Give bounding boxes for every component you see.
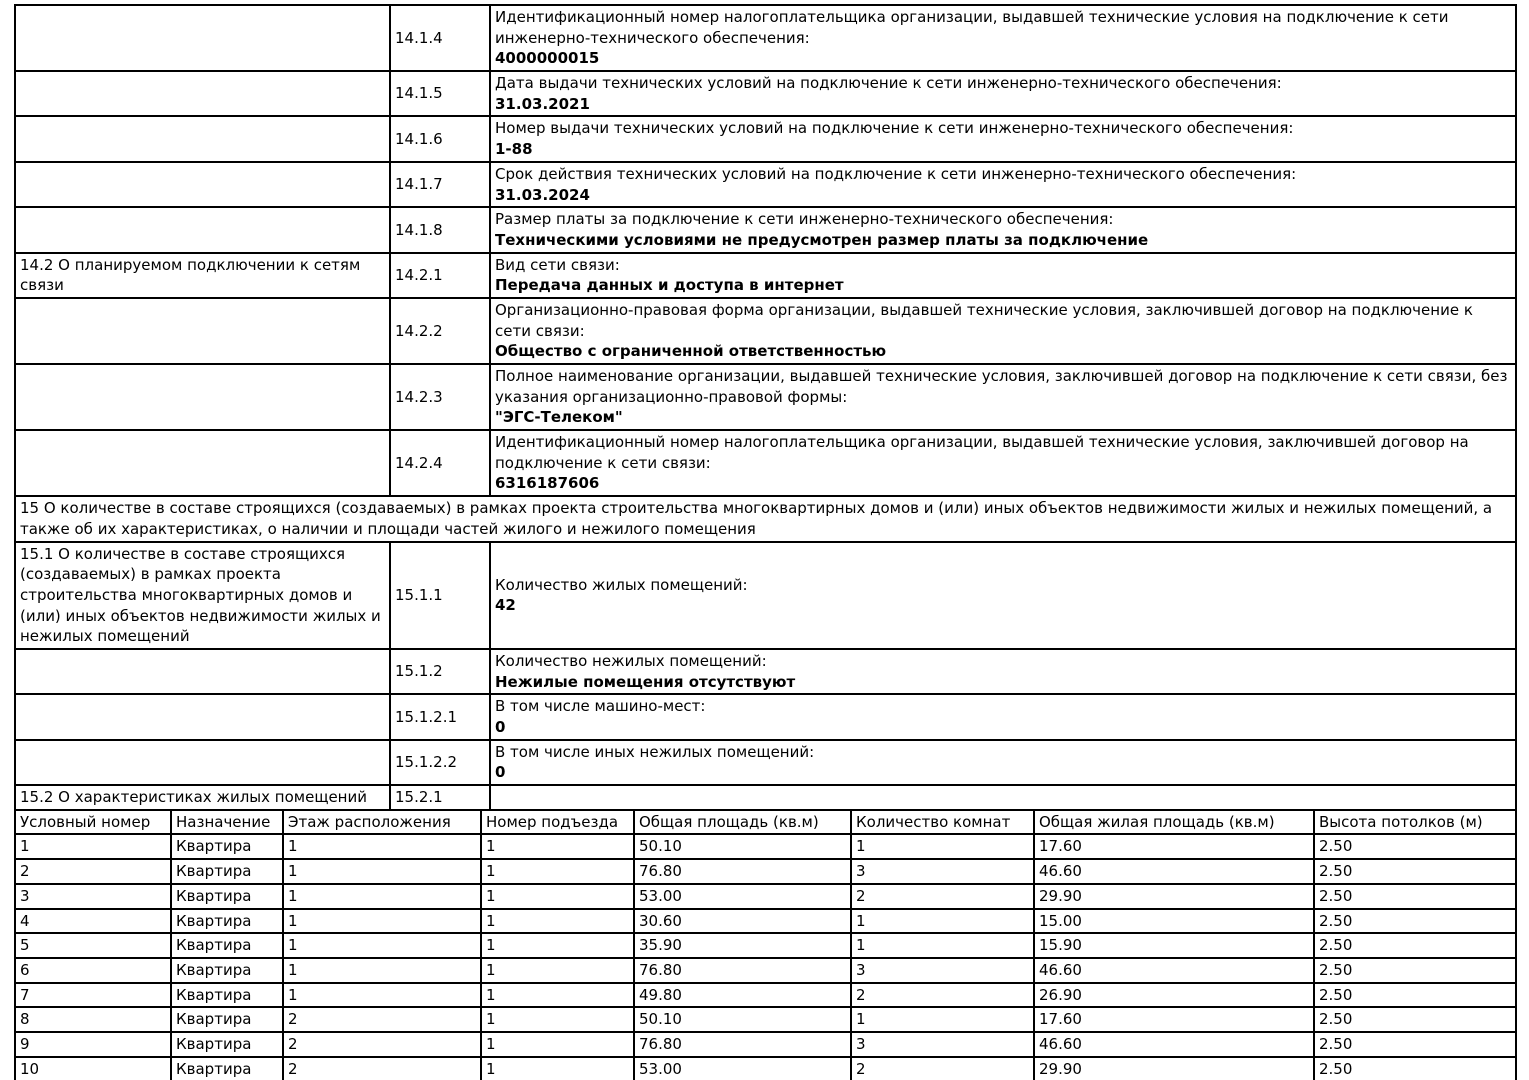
row-desc-cell — [490, 298, 1516, 364]
apartment-cell: 2.50 — [1314, 884, 1516, 909]
field-value: 0 — [495, 718, 506, 736]
field-label: Идентификационный номер налогоплательщика организации, выдавшей технические условия на подключение к сети инженерно-технического обеспечения: — [495, 8, 1449, 47]
apartment-cell: 3 — [851, 958, 1034, 983]
apartment-cell: Квартира — [171, 859, 283, 884]
row-desc-cell — [490, 116, 1516, 161]
column-header: Общая площадь (кв.м) — [634, 810, 851, 835]
field-label: Полное наименование организации, выдавшей технические условия, заключившей договор на подключение к сети связи, без указания организационно-правовой формы: — [495, 367, 1508, 406]
row-desc-cell — [490, 542, 1516, 649]
row-topic-cell — [15, 71, 390, 116]
field-value: 42 — [495, 596, 516, 615]
info-row — [15, 298, 1516, 364]
apartment-cell: 2.50 — [1314, 909, 1516, 934]
row-desc-cell — [490, 364, 1516, 430]
apartment-cell: 1 — [481, 834, 634, 859]
row-desc-cell — [490, 649, 1516, 694]
apartment-cell: 46.60 — [1034, 1032, 1314, 1057]
apartment-cell: 1 — [283, 958, 481, 983]
row-topic-cell — [15, 207, 390, 252]
row-desc-cell — [490, 162, 1516, 207]
apartment-row — [15, 1057, 1516, 1080]
apartment-cell: 2.50 — [1314, 983, 1516, 1008]
column-header: Количество комнат — [851, 810, 1034, 835]
apartment-cell: 1 — [283, 983, 481, 1008]
apartment-cell: 1 — [15, 834, 171, 859]
apartment-cell: 1 — [481, 909, 634, 934]
row-code-cell: 14.2.1 — [390, 253, 490, 298]
apartment-cell: Квартира — [171, 884, 283, 909]
apartments-header-row — [15, 810, 1516, 835]
field-label: Количество нежилых помещений: — [495, 651, 767, 670]
apartment-row — [15, 1032, 1516, 1057]
field-value: 31.03.2024 — [495, 185, 590, 204]
row-desc-cell — [490, 740, 1516, 785]
row-topic-cell — [15, 298, 390, 364]
info-row — [15, 5, 1516, 71]
apartment-cell: 26.90 — [1034, 983, 1314, 1008]
info-row — [15, 740, 1516, 785]
apartment-cell: 15.90 — [1034, 933, 1314, 958]
apartment-cell: 46.60 — [1034, 859, 1314, 884]
apartment-cell: 6 — [15, 958, 171, 983]
apartment-cell: 50.10 — [634, 834, 851, 859]
apartment-row — [15, 884, 1516, 909]
info-row — [15, 207, 1516, 252]
apartment-cell: 3 — [15, 884, 171, 909]
apartment-cell: Квартира — [171, 983, 283, 1008]
row-desc-cell — [490, 207, 1516, 252]
row-topic-cell — [15, 162, 390, 207]
apartment-row — [15, 958, 1516, 983]
row-topic-cell — [15, 740, 390, 785]
row-desc-cell — [490, 694, 1516, 739]
field-value: Техническими условиями не предусмотрен размер платы за подключение — [495, 230, 1149, 249]
apartment-cell: 2 — [851, 1057, 1034, 1080]
apartment-cell: 5 — [15, 933, 171, 958]
field-value: Передача данных и доступа в интернет — [495, 276, 844, 295]
apartment-cell: 1 — [481, 933, 634, 958]
info-row — [15, 162, 1516, 207]
apartment-cell: 2.50 — [1314, 958, 1516, 983]
row-code-cell: 15.2.1 — [390, 785, 490, 810]
apartment-cell: 1 — [851, 834, 1034, 859]
apartment-cell: 8 — [15, 1007, 171, 1032]
row-code-cell: 14.1.4 — [390, 5, 490, 71]
apartment-cell: Квартира — [171, 933, 283, 958]
row-desc-cell — [490, 71, 1516, 116]
apartment-cell: 1 — [283, 834, 481, 859]
apartment-cell: 1 — [481, 884, 634, 909]
apartment-cell: Квартира — [171, 1007, 283, 1032]
field-label: Размер платы за подключение к сети инженерно-технического обеспечения: — [495, 210, 1114, 229]
row-topic-cell — [15, 364, 390, 430]
field-value: 6316187606 — [495, 474, 600, 493]
column-header: Номер подъезда — [481, 810, 634, 835]
apartment-cell: 1 — [283, 909, 481, 934]
field-value: Нежилые помещения отсутствуют — [495, 672, 796, 691]
row-topic-cell: 15.1 О количестве в составе строящихся (создаваемых) в рамках проекта строительства многоквартирных домов и (или) иных объектов недвижимости жилых и нежилых помещений — [15, 542, 390, 649]
field-value: 1-88 — [495, 140, 533, 159]
apartment-cell: 1 — [851, 1007, 1034, 1032]
section-heading: 15 О количестве в составе строящихся (создаваемых) в рамках проекта строительства многоквартирных домов и (или) иных объектов недвижимости жилых и нежилых помещений, а также об их характеристиках, о наличии и площади частей жилого и нежилого помещения — [15, 496, 1516, 541]
row-topic-cell — [15, 694, 390, 739]
row-topic-cell: 15.2 О характеристиках жилых помещений — [15, 785, 390, 810]
declaration-table — [14, 4, 1517, 811]
info-row — [15, 694, 1516, 739]
row-code-cell: 14.1.8 — [390, 207, 490, 252]
apartment-cell: 1 — [481, 859, 634, 884]
apartment-cell: 76.80 — [634, 958, 851, 983]
info-row — [15, 364, 1516, 430]
apartment-cell: 1 — [481, 983, 634, 1008]
apartment-cell: 29.90 — [1034, 884, 1314, 909]
field-label: Организационно-правовая форма организации, выдавшей технические условия, заключившей договор на подключение к сети связи: — [495, 300, 1473, 340]
apartment-cell: 10 — [15, 1057, 171, 1080]
field-value: 31.03.2021 — [495, 94, 590, 113]
apartment-cell: 46.60 — [1034, 958, 1314, 983]
apartment-cell: 1 — [283, 884, 481, 909]
apartment-row — [15, 909, 1516, 934]
main-table-body — [15, 5, 1516, 810]
field-label: Номер выдачи технических условий на подключение к сети инженерно-технического обеспечения: — [495, 119, 1294, 138]
apartment-cell: Квартира — [171, 1032, 283, 1057]
apartment-cell: 1 — [481, 1007, 634, 1032]
apartment-cell: Квартира — [171, 834, 283, 859]
apartment-cell: 53.00 — [634, 1057, 851, 1080]
field-label: Вид сети связи: — [495, 255, 620, 274]
section-row — [15, 496, 1516, 541]
column-header: Общая жилая площадь (кв.м) — [1034, 810, 1314, 835]
apartments-table — [14, 809, 1517, 1080]
row-topic-cell — [15, 430, 390, 496]
field-label: Идентификационный номер налогоплательщика организации, выдавшей технические условия, заключившей договор на подключение к сети связи: — [495, 433, 1469, 472]
row-code-cell: 15.1.1 — [390, 542, 490, 649]
apartment-cell: 17.60 — [1034, 1007, 1314, 1032]
field-value: 4000000015 — [495, 49, 600, 68]
apartment-cell: 2.50 — [1314, 1057, 1516, 1080]
apartment-cell: 76.80 — [634, 859, 851, 884]
apartment-cell: 2.50 — [1314, 1007, 1516, 1032]
apartment-cell: 4 — [15, 909, 171, 934]
apartment-row — [15, 933, 1516, 958]
apartment-cell: 2 — [851, 983, 1034, 1008]
apartment-cell: 17.60 — [1034, 834, 1314, 859]
apartment-cell: 50.10 — [634, 1007, 851, 1032]
apartment-cell: 53.00 — [634, 884, 851, 909]
row-code-cell: 15.1.2 — [390, 649, 490, 694]
column-header: Условный номер — [15, 810, 171, 835]
apartment-cell: 35.90 — [634, 933, 851, 958]
field-label: В том числе машино-мест: — [495, 697, 706, 716]
row-desc-cell — [490, 5, 1516, 71]
apartment-cell: Квартира — [171, 909, 283, 934]
field-label: В том числе иных нежилых помещений: — [495, 742, 815, 761]
row-code-cell: 14.1.5 — [390, 71, 490, 116]
row-code-cell: 14.2.4 — [390, 430, 490, 496]
info-row — [15, 430, 1516, 496]
info-row — [15, 71, 1516, 116]
apartment-cell: 3 — [851, 1032, 1034, 1057]
apartment-cell: 1 — [481, 1057, 634, 1080]
row-code-cell: 15.1.2.2 — [390, 740, 490, 785]
apartment-cell: Квартира — [171, 1057, 283, 1080]
apartment-cell: Квартира — [171, 958, 283, 983]
row-code-cell: 14.1.6 — [390, 116, 490, 161]
info-row — [15, 649, 1516, 694]
apartment-cell: 7 — [15, 983, 171, 1008]
apartment-cell: 1 — [283, 859, 481, 884]
apartment-cell: 29.90 — [1034, 1057, 1314, 1080]
apartment-cell: 76.80 — [634, 1032, 851, 1057]
row-topic-cell — [15, 649, 390, 694]
apartment-cell: 1 — [481, 958, 634, 983]
info-row — [15, 542, 1516, 649]
apartment-cell: 2.50 — [1314, 859, 1516, 884]
apartment-cell: 2.50 — [1314, 1032, 1516, 1057]
row-code-cell: 14.1.7 — [390, 162, 490, 207]
row-code-cell: 14.2.3 — [390, 364, 490, 430]
apartment-cell: 2.50 — [1314, 933, 1516, 958]
apartment-cell: 2 — [283, 1057, 481, 1080]
field-label: Дата выдачи технических условий на подключение к сети инженерно-технического обеспечения: — [495, 74, 1282, 93]
row-code-cell: 14.2.2 — [390, 298, 490, 364]
apartment-cell: 9 — [15, 1032, 171, 1057]
apartment-cell: 15.00 — [1034, 909, 1314, 934]
apartment-cell: 1 — [851, 909, 1034, 934]
apartments-body — [15, 834, 1516, 1080]
apartment-row — [15, 859, 1516, 884]
row-code-cell: 15.1.2.1 — [390, 694, 490, 739]
row-topic-cell — [15, 5, 390, 71]
apartment-cell: 2 — [283, 1032, 481, 1057]
info-row — [15, 253, 1516, 298]
column-header: Высота потолков (м) — [1314, 810, 1516, 835]
apartment-cell: 1 — [481, 1032, 634, 1057]
row-desc-cell — [490, 785, 1516, 810]
field-value: Общество с ограниченной ответственностью — [495, 342, 887, 361]
apartment-cell: 2.50 — [1314, 834, 1516, 859]
column-header: Назначение — [171, 810, 283, 835]
apartment-cell: 3 — [851, 859, 1034, 884]
apartment-cell: 1 — [851, 933, 1034, 958]
info-row — [15, 785, 1516, 810]
apartment-row — [15, 983, 1516, 1008]
apartment-cell: 2 — [851, 884, 1034, 909]
row-topic-cell: 14.2 О планируемом подключении к сетям связи — [15, 253, 390, 298]
field-label: Срок действия технических условий на подключение к сети инженерно-технического обеспечения: — [495, 164, 1297, 183]
apartment-cell: 30.60 — [634, 909, 851, 934]
field-value: "ЭГС-Телеком" — [495, 408, 623, 427]
apartment-row — [15, 1007, 1516, 1032]
apartment-cell: 2 — [283, 1007, 481, 1032]
row-desc-cell — [490, 430, 1516, 496]
column-header: Этаж расположения — [283, 810, 481, 835]
row-desc-cell — [490, 253, 1516, 298]
apartment-cell: 49.80 — [634, 983, 851, 1008]
apartment-cell: 1 — [283, 933, 481, 958]
field-label: Количество жилых помещений: — [495, 575, 748, 594]
info-row — [15, 116, 1516, 161]
apartment-cell: 2 — [15, 859, 171, 884]
field-value: 0 — [495, 763, 506, 782]
row-topic-cell — [15, 116, 390, 161]
apartment-row — [15, 834, 1516, 859]
